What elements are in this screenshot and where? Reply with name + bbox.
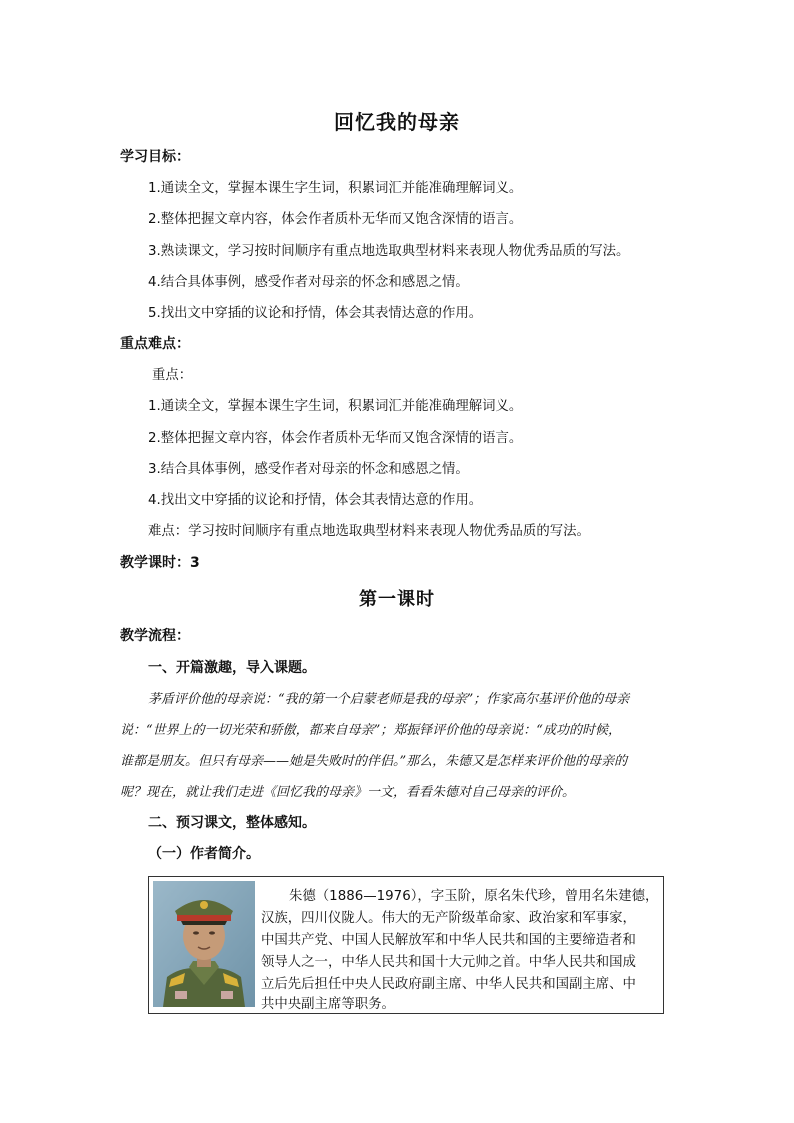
focus-item: 1.通读全文，掌握本课生字生词，积累词汇并能准确理解词义。 bbox=[148, 399, 523, 414]
focus-item: 4.找出文中穿插的议论和抒情，体会其表情达意的作用。 bbox=[148, 493, 483, 508]
difficulty-line: 难点：学习按时间顺序有重点地选取典型材料来表现人物优秀品质的写法。 bbox=[148, 524, 590, 539]
document-title: 回忆我的母亲 bbox=[334, 110, 460, 134]
section1-heading: 一、开篇激趣，导入课题。 bbox=[148, 660, 316, 676]
author-intro-heading: （一）作者简介。 bbox=[148, 846, 260, 862]
focus-item: 2.整体把握文章内容，体会作者质朴无华而又饱含深情的语言。 bbox=[148, 431, 523, 446]
objective-item: 4.结合具体事例，感受作者对母亲的怀念和感恩之情。 bbox=[148, 275, 469, 290]
author-bio-line: 领导人之一，中华人民共和国十大元帅之首。中华人民共和国成 bbox=[261, 955, 636, 970]
flow-heading: 教学流程： bbox=[120, 628, 190, 644]
focus-label: 重点： bbox=[152, 368, 193, 383]
key-points-heading: 重点难点： bbox=[120, 336, 190, 352]
objectives-heading: 学习目标： bbox=[120, 149, 190, 165]
objective-item: 3.熟读课文，学习按时间顺序有重点地选取典型材料来表现人物优秀品质的写法。 bbox=[148, 244, 630, 259]
intro-paragraph-line: 茅盾评价他的母亲说：“我的第一个启蒙老师是我的母亲”；作家高尔基评价他的母亲 bbox=[148, 692, 630, 707]
teaching-hours: 教学课时：3 bbox=[120, 555, 200, 571]
author-portrait-image bbox=[153, 881, 255, 1007]
author-bio-line: 共中央副主席等职务。 bbox=[261, 997, 395, 1012]
objective-item: 5.找出文中穿插的议论和抒情，体会其表情达意的作用。 bbox=[148, 306, 483, 321]
focus-item: 3.结合具体事例，感受作者对母亲的怀念和感恩之情。 bbox=[148, 462, 469, 477]
author-info-box bbox=[148, 876, 664, 1014]
intro-paragraph-line: 说：“世界上的一切光荣和骄傲，都来自母亲”；郑振铎评价他的母亲说：“成功的时候， bbox=[120, 723, 621, 738]
objective-item: 2.整体把握文章内容，体会作者质朴无华而又饱含深情的语言。 bbox=[148, 212, 523, 227]
intro-paragraph-line: 呢？现在，就让我们走进《回忆我的母亲》一文，看看朱德对自己母亲的评价。 bbox=[120, 785, 576, 800]
author-bio-line: 朱德（1886—1976），字玉阶，原名朱代珍，曾用名朱建德， bbox=[289, 889, 659, 904]
author-bio-line: 立后先后担任中央人民政府副主席、中华人民共和国副主席、中 bbox=[261, 977, 636, 992]
author-bio-line: 中国共产党、中国人民解放军和中华人民共和国的主要缔造者和 bbox=[261, 933, 636, 948]
section2-heading: 二、预习课文，整体感知。 bbox=[148, 815, 316, 831]
lesson-title: 第一课时 bbox=[359, 589, 435, 610]
objective-item: 1.通读全文，掌握本课生字生词，积累词汇并能准确理解词义。 bbox=[148, 181, 523, 196]
author-bio-line: 汉族，四川仪陇人。伟大的无产阶级革命家、政治家和军事家， bbox=[261, 911, 636, 926]
intro-paragraph-line: 谁都是朋友。但只有母亲——她是失败时的伴侣。”那么，朱德又是怎样来评价他的母亲的 bbox=[120, 754, 628, 769]
